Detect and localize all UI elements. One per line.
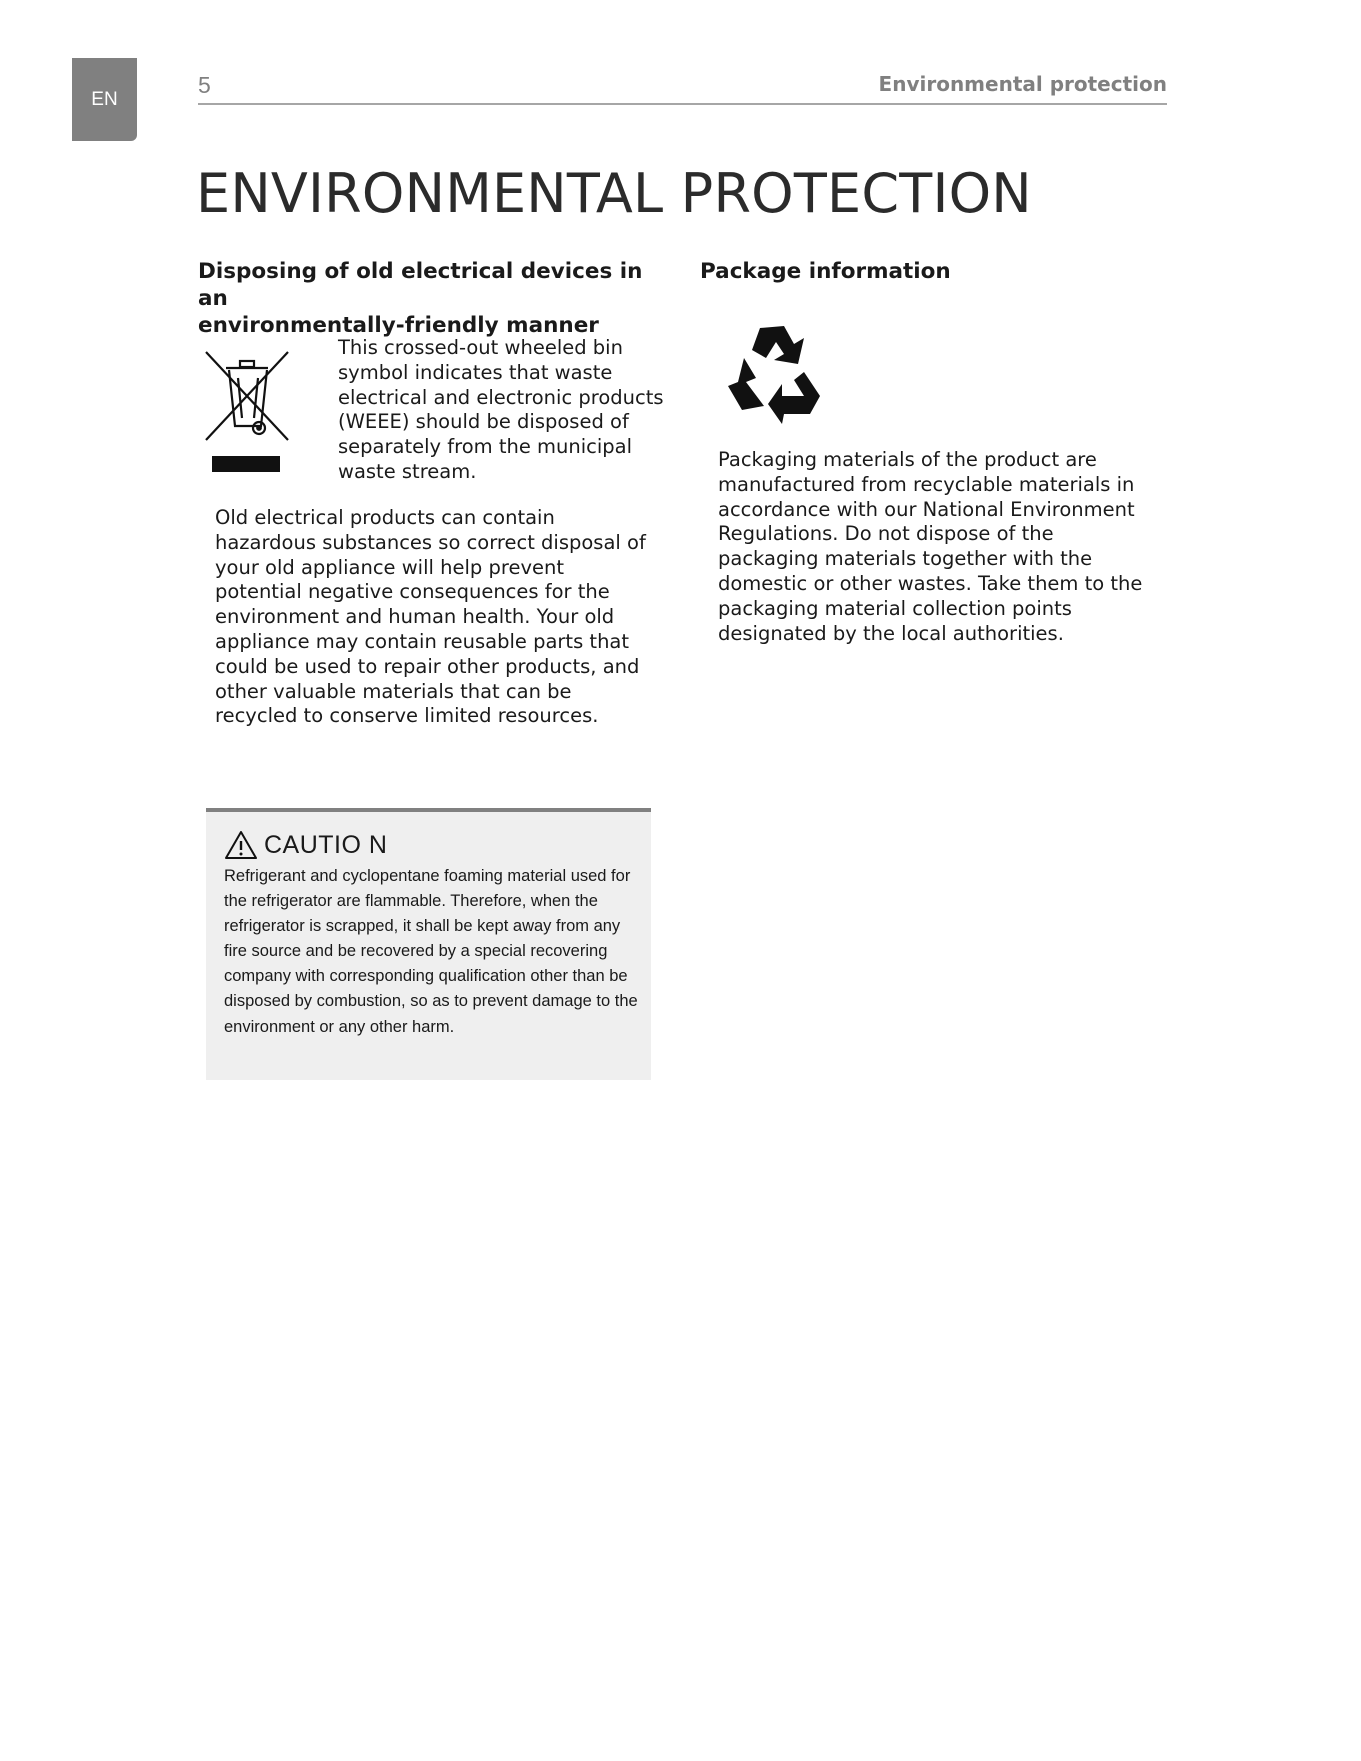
crossed-out-wheeled-bin-icon xyxy=(202,348,292,473)
weee-description: This crossed-out wheeled bin symbol indicates that waste electrical and electronic products (WEEE) should be disposed of separately from the municipal waste stream. xyxy=(338,336,664,483)
caution-label: CAUTIO N xyxy=(264,830,388,859)
disposal-section xyxy=(198,258,664,728)
package-heading: Package information xyxy=(700,259,951,284)
package-text: Packaging materials of the product are manufactured from recyclable materials in accordance with our National Environment Regulations. Do not dispose of the packaging materials together with the domestic or other wastes. Take them to the packaging material collection points designated by the local authorities. xyxy=(718,448,1143,645)
page-title: ENVIRONMENTAL PROTECTION xyxy=(196,162,1032,225)
warning-triangle-icon xyxy=(224,830,258,860)
page-number: 5 xyxy=(198,72,211,98)
package-section xyxy=(700,258,1160,645)
header-divider xyxy=(198,103,1167,105)
disposal-heading-line1: Disposing of old electrical devices in an xyxy=(198,259,643,311)
disposal-body: Old electrical products can contain hazardous substances so correct disposal of your old appliance will help prevent potential negative consequences for the environment and human health. Your old appliance may contain reusable parts that could be used to repair other products, and other valuable materials that can be recycled to conserve limited resources. xyxy=(215,506,646,728)
disposal-heading xyxy=(198,258,658,339)
caution-box xyxy=(206,808,651,1080)
caution-header xyxy=(224,828,387,862)
disposal-heading-line2: environmentally-friendly manner xyxy=(198,313,599,338)
running-title: Environmental protection xyxy=(878,72,1167,96)
caution-text: Refrigerant and cyclopentane foaming material used for the refrigerator are flammable. Therefore, when the refrigerator is scrapped, it shall be kept away from any fire source and be recovered by a special recovering company with corresponding qualification other than be disposed by combustion, so as to prevent damage to the environment or any other harm. xyxy=(224,867,638,1036)
recycle-icon xyxy=(720,320,830,430)
language-tab: EN xyxy=(72,58,137,141)
